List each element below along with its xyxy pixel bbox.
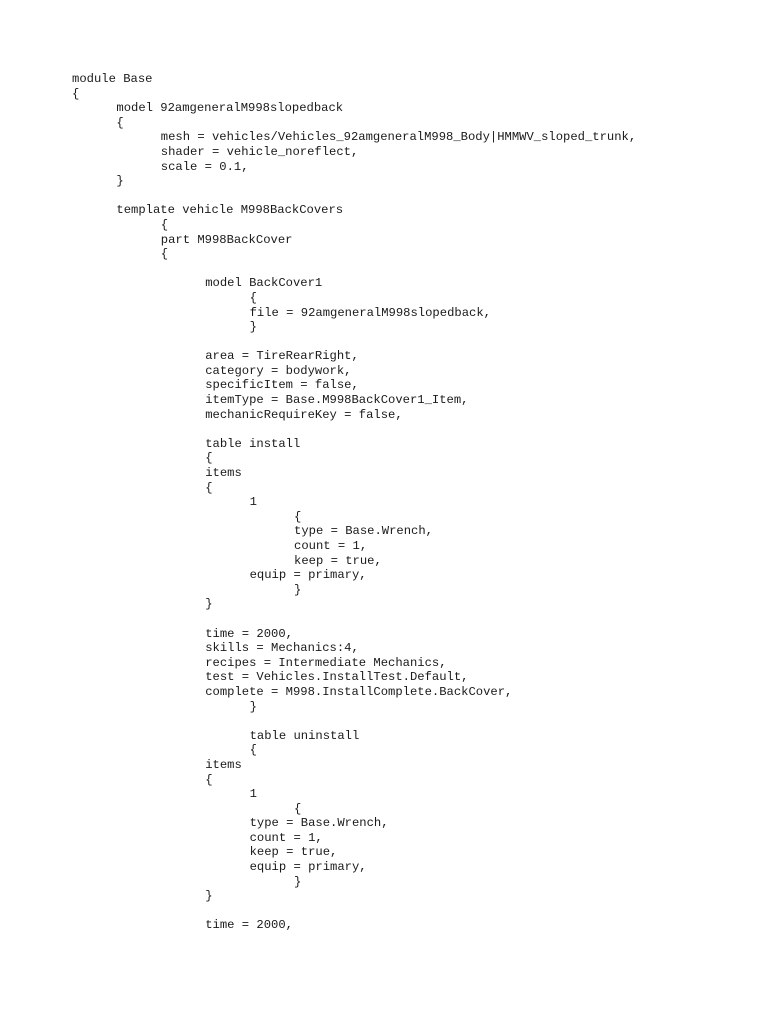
code-line: count = 1,	[249, 830, 323, 845]
code-line: {	[294, 801, 302, 816]
code-line: {	[249, 290, 257, 305]
code-line: skills = Mechanics:4,	[205, 641, 359, 656]
code-line: table install	[205, 436, 301, 451]
code-line: {	[205, 772, 213, 787]
code-line	[0, 262, 768, 277]
code-line	[0, 189, 768, 204]
code-line: type = Base.Wrench,	[249, 816, 389, 831]
code-line: recipes = Intermediate Mechanics,	[205, 655, 447, 670]
code-line: keep = true,	[249, 845, 338, 860]
code-line	[0, 335, 768, 350]
code-line: {	[72, 86, 80, 101]
code-line: time = 2000,	[205, 626, 293, 641]
code-line: category = bodywork,	[205, 363, 352, 378]
code-line: }	[294, 582, 302, 597]
code-line: {	[205, 480, 213, 495]
code-line: shader = vehicle_noreflect,	[160, 144, 359, 159]
code-line: {	[249, 743, 257, 758]
code-line: 1	[249, 787, 257, 802]
code-line: items	[205, 466, 242, 481]
code-line: }	[249, 699, 257, 714]
code-line: equip = primary,	[249, 860, 367, 875]
code-line	[0, 714, 768, 729]
code-line: {	[160, 217, 169, 232]
code-line: }	[205, 889, 213, 904]
code-line: complete = M998.InstallComplete.BackCover,	[205, 684, 513, 699]
code-line: module Base	[72, 72, 153, 86]
code-line: template vehicle M998BackCovers	[116, 203, 344, 218]
code-line: count = 1,	[294, 539, 368, 553]
code-line: }	[294, 874, 302, 889]
code-line: }	[205, 597, 213, 612]
code-line: mechanicRequireKey = false,	[205, 407, 403, 422]
code-line: specificItem = false,	[205, 378, 359, 393]
code-line: table uninstall	[249, 728, 360, 743]
code-block	[0, 72, 768, 933]
code-line	[0, 904, 768, 919]
code-line: {	[116, 115, 124, 130]
code-line: test = Vehicles.InstallTest.Default,	[205, 670, 469, 685]
code-line: model 92amgeneralM998slopedback	[116, 101, 344, 116]
code-line: itemType = Base.M998BackCover1_Item,	[205, 393, 469, 408]
code-line	[0, 422, 768, 437]
code-line: file = 92amgeneralM998slopedback,	[249, 305, 491, 320]
code-line: }	[249, 320, 257, 335]
code-line: items	[205, 757, 242, 772]
code-line: scale = 0.1,	[160, 159, 249, 174]
code-line: model BackCover1	[205, 276, 323, 291]
code-line: {	[160, 247, 169, 262]
code-line: 1	[249, 495, 257, 510]
code-line	[0, 612, 768, 627]
code-line: area = TireRearRight,	[205, 349, 359, 364]
code-line: time = 2000,	[205, 918, 293, 933]
code-line: mesh = vehicles/Vehicles_92amgeneralM998_Body|HMMWV_sloped_trunk,	[160, 130, 637, 145]
code-line: equip = primary,	[249, 568, 367, 583]
code-line: type = Base.Wrench,	[294, 524, 433, 539]
code-line: {	[205, 451, 213, 466]
code-line: {	[294, 509, 302, 524]
code-line: }	[116, 174, 124, 189]
code-line: part M998BackCover	[160, 232, 293, 247]
code-line: keep = true,	[294, 553, 382, 568]
